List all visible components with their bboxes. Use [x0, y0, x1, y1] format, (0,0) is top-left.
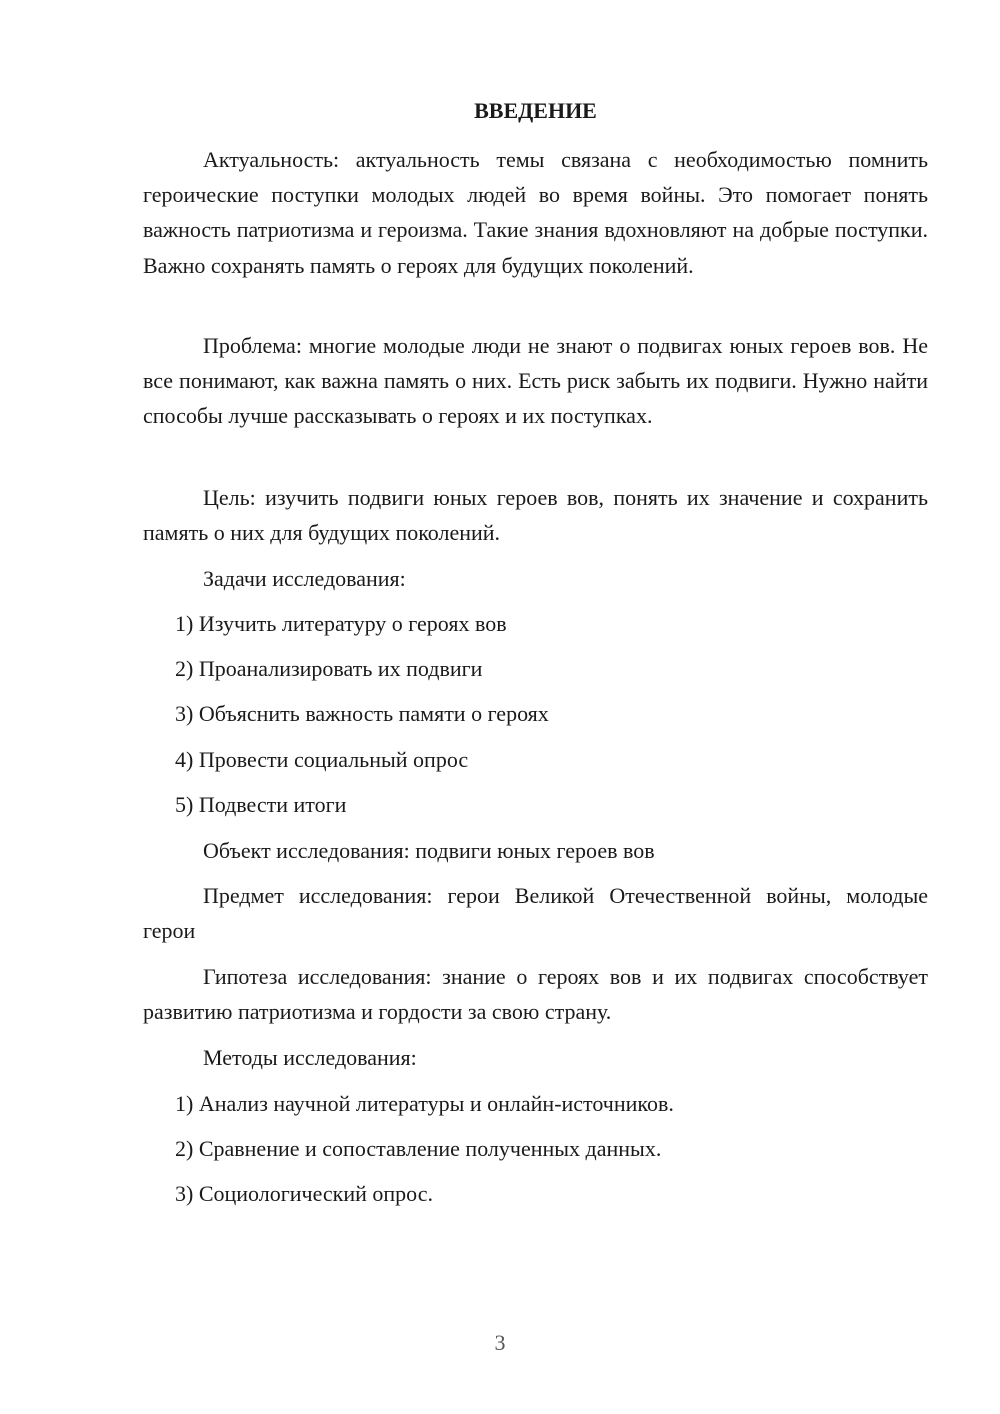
task-item: 3) Объяснить важность памяти о героях [175, 701, 549, 726]
task-item: 1) Изучить литературу о героях вов [175, 611, 507, 636]
methods-heading: Методы исследования: [203, 1045, 417, 1070]
task-item: 4) Провести социальный опрос [175, 747, 469, 772]
page-title: ВВЕДЕНИЕ [474, 98, 597, 123]
method-item: 3) Социологический опрос. [175, 1181, 433, 1206]
method-item: 2) Сравнение и сопоставление полученных данных. [175, 1136, 662, 1161]
relevance-paragraph: Актуальность: актуальность темы связана с необходимостью помнить героические поступки молодых людей во время войны. Это помогает понять важность патриотизма и героизма. Такие знания вдохновляют на добрые поступки. Важно сохранять память о героях для будущих поколений. [143, 147, 928, 278]
task-item: 5) Подвести итоги [175, 792, 347, 817]
object-line: Объект исследования: подвиги юных героев вов [203, 838, 655, 863]
subject-paragraph: Предмет исследования: герои Великой Отечественной войны, молодые герои [143, 883, 928, 944]
tasks-heading: Задачи исследования: [203, 566, 406, 591]
page-number: 3 [494, 1330, 506, 1355]
task-item: 2) Проанализировать их подвиги [175, 656, 483, 681]
method-item: 1) Анализ научной литературы и онлайн-источников. [175, 1091, 674, 1116]
problem-paragraph: Проблема: многие молодые люди не знают о подвигах юных героев вов. Не все понимают, как важна память о них. Есть риск забыть их подвиги. Нужно найти способы лучше рассказывать о героях и их поступках. [143, 333, 928, 429]
hypothesis-paragraph: Гипотеза исследования: знание о героях вов и их подвигах способствует развитию патриотизма и гордости за свою страну. [143, 964, 928, 1025]
goal-paragraph: Цель: изучить подвиги юных героев вов, понять их значение и сохранить память о них для будущих поколений. [143, 485, 928, 546]
